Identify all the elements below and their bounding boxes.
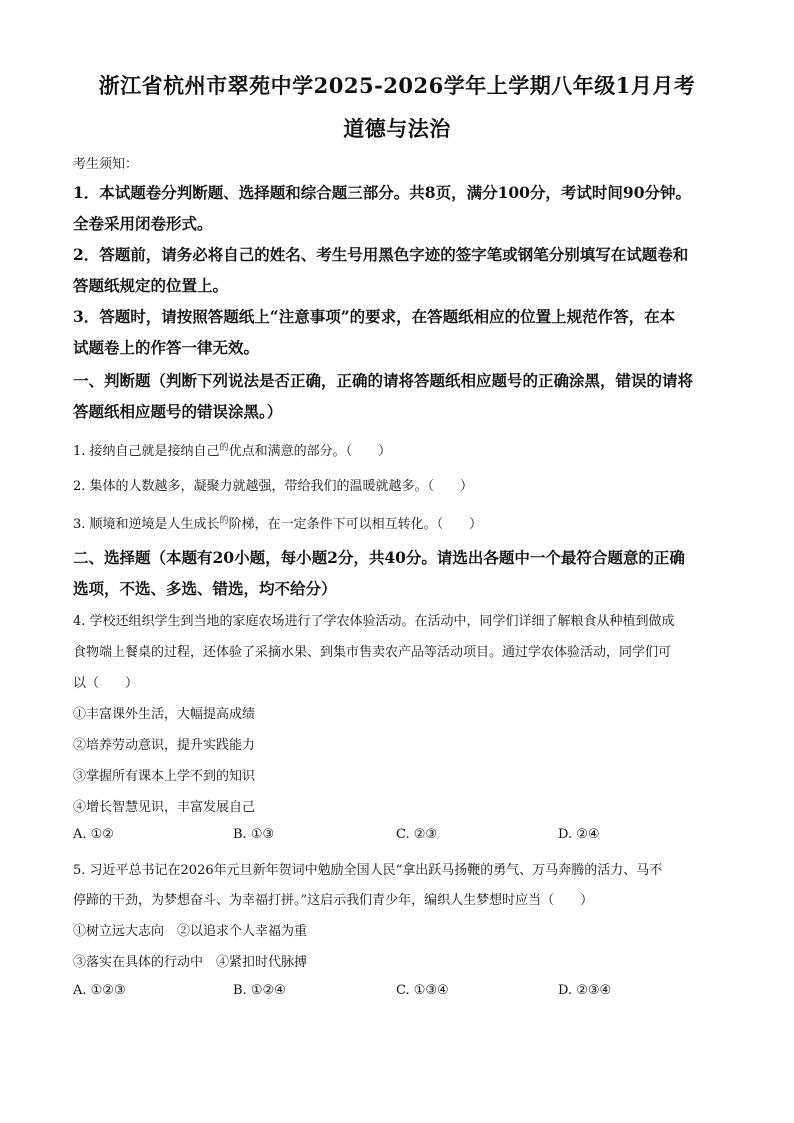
- question-5-option-c: C. ①③④: [396, 983, 449, 998]
- subject-title: 道德与法治: [343, 116, 451, 141]
- question-4-statement-2: ②培养劳动意识，提升实践能力: [73, 738, 256, 753]
- question-3-text-end: 阶梯，在一定条件下可以相互转化。（ ）: [228, 517, 483, 532]
- notice-item-1: 1．本试题卷分判断题、选择题和综合题三部分。共8页，满分100分，考试时间90分钟。: [73, 183, 691, 202]
- question-5-option-d: D. ②③④: [558, 983, 612, 998]
- question-5-stem: 5. 习近平总书记在2026年元旦新年贺词中勉励全国人民“拿出跃马扬鞭的勇气、万马奔腾的活力、马不: [73, 863, 663, 878]
- question-3: [73, 513, 733, 532]
- notice-item-3: 3．答题时，请按照答题纸上“注意事项”的要求，在答题纸相应的位置上规范作答，在本: [73, 307, 676, 326]
- question-3-sup: 的: [219, 516, 229, 526]
- question-4-option-c: C. ②③: [396, 827, 438, 842]
- section-1-heading-cont: 答题纸相应题号的错误涂黑。）: [73, 402, 283, 421]
- question-1: [73, 440, 733, 459]
- question-4-stem-end: 以（ ）: [73, 676, 139, 691]
- question-4-statement-3: ③掌握所有课本上学不到的知识: [73, 769, 256, 784]
- question-3-text: 3. 顺境和逆境是人生成长: [73, 517, 220, 532]
- question-1-text: 1. 接纳自己就是接纳自己: [73, 444, 220, 459]
- notice-item-1-cont: 全卷采用闭卷形式。: [73, 214, 213, 233]
- exam-title: 浙江省杭州市翠苑中学2025-2026学年上学期八年级1月月考: [98, 73, 696, 98]
- question-4-statement-4: ④增长智慧见识，丰富发展自己: [73, 800, 256, 815]
- question-4-option-b: B. ①③: [233, 827, 275, 842]
- notice-item-3-cont: 试题卷上的作答一律无效。: [73, 338, 260, 357]
- question-1-sup: 的: [219, 443, 229, 453]
- notice-heading: 考生须知：: [73, 157, 139, 172]
- question-5-statements-2: ③落实在具体的行动中 ④紧扣时代脉搏: [73, 955, 308, 970]
- question-5-stem-cont: 停蹄的干劲，为梦想奋斗、为幸福打拼。”这启示我们青少年，编织人生梦想时应当（ ）: [73, 893, 594, 908]
- question-4-stem: 4. 学校还组织学生到当地的家庭农场进行了学农体验活动。在活动中，同学们详细了解粮食从种植到做成: [73, 614, 675, 629]
- question-4-option-a: A. ①②: [73, 827, 114, 842]
- question-4-stem-cont: 食物端上餐桌的过程，还体验了采摘水果、到集市售卖农产品等活动项目。通过学农体验活动，同学们可: [73, 645, 672, 660]
- section-2-heading-cont: 选项，不选、多选、错选，均不给分）: [73, 579, 337, 598]
- notice-item-2-cont: 答题纸规定的位置上。: [73, 276, 229, 295]
- question-2: 2. 集体的人数越多，凝聚力就越强，带给我们的温暖就越多。（ ）: [73, 479, 474, 494]
- question-5-option-b: B. ①②④: [233, 983, 286, 998]
- notice-item-2: 2．答题前，请务必将自己的姓名、考生号用黑色字迹的签字笔或钢笔分别填写在试题卷和: [73, 245, 689, 264]
- question-1-text-end: 优点和满意的部分。（ ）: [228, 444, 392, 459]
- question-4-option-d: D. ②④: [558, 827, 600, 842]
- question-4-statement-1: ①丰富课外生活，大幅提高成绩: [73, 707, 256, 722]
- question-5-option-a: A. ①②③: [73, 983, 126, 998]
- section-2-heading: 二、选择题（本题有20小题，每小题2分，共40分。请选出各题中一个最符合题意的正确: [73, 548, 685, 567]
- section-1-heading: 一、判断题（判断下列说法是否正确，正确的请将答题纸相应题号的正确涂黑，错误的请将: [73, 371, 694, 390]
- question-5-statements-1: ①树立远大志向 ②以追求个人幸福为重: [73, 924, 308, 939]
